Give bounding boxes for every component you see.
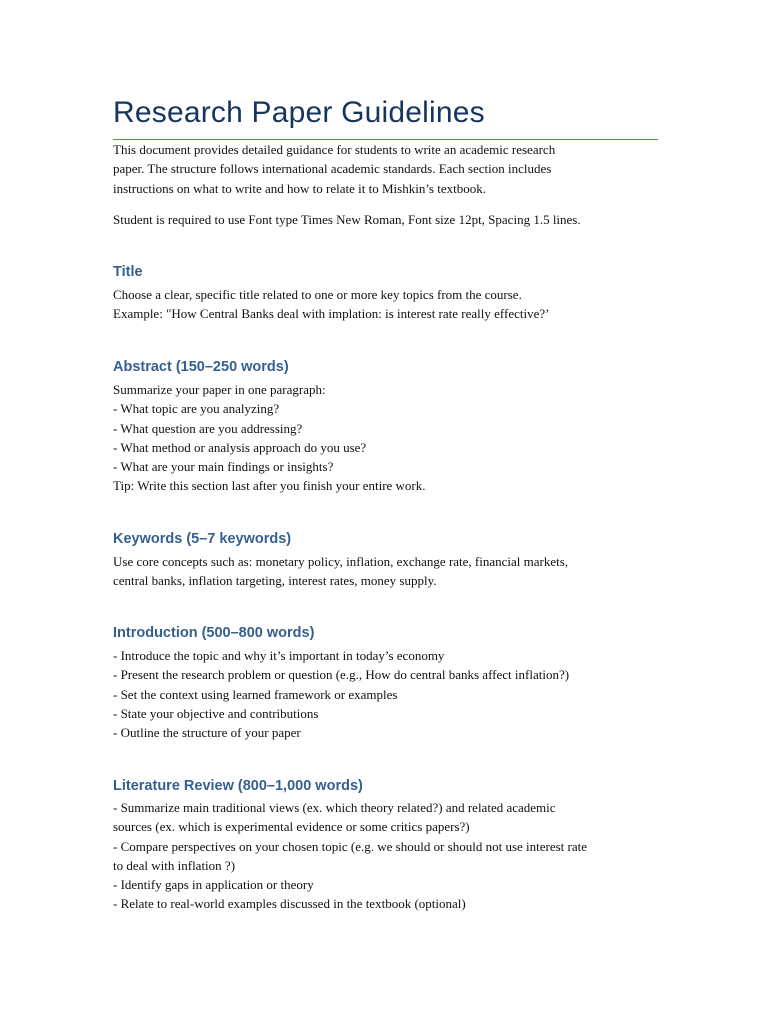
section-heading: Keywords (5–7 keywords) bbox=[113, 531, 292, 547]
section-introduction-body bbox=[113, 646, 658, 742]
intro-paragraph bbox=[113, 140, 658, 198]
section-line: - What are your main findings or insights? bbox=[113, 459, 334, 475]
section-title bbox=[113, 262, 658, 282]
section-title-body bbox=[113, 285, 658, 324]
section-heading: Abstract (150–250 words) bbox=[113, 359, 289, 375]
section-line: - What topic are you analyzing? bbox=[113, 401, 280, 417]
section-line: - Summarize main traditional views (ex. which theory related?) and related academic bbox=[113, 800, 556, 815]
section-line: - Outline the structure of your paper bbox=[113, 725, 301, 741]
section-heading: Introduction (500–800 words) bbox=[113, 625, 315, 641]
intro-line: This document provides detailed guidance for students to write an academic research bbox=[113, 142, 556, 157]
format-note-text: Student is required to use Font type Times New Roman, Font size 12pt, Spacing 1.5 lines. bbox=[113, 212, 581, 227]
section-keywords bbox=[113, 529, 658, 549]
section-line: central banks, inflation targeting, interest rates, money supply. bbox=[113, 573, 437, 589]
section-line: - Identify gaps in application or theory bbox=[113, 877, 314, 893]
section-line: sources (ex. which is experimental evidence or some critics papers?) bbox=[113, 819, 470, 835]
section-heading: Title bbox=[113, 264, 143, 280]
intro-line: instructions on what to write and how to relate it to Mishkin’s textbook. bbox=[113, 180, 486, 196]
section-line: Choose a clear, specific title related to one or more key topics from the course. bbox=[113, 287, 522, 302]
document-title: Research Paper Guidelines bbox=[113, 96, 485, 129]
section-line: - What method or analysis approach do you use? bbox=[113, 439, 367, 455]
section-line: - Compare perspectives on your chosen topic (e.g. we should or should not use interest rate bbox=[113, 838, 588, 854]
section-literature-review-body bbox=[113, 798, 658, 914]
section-line: Tip: Write this section last after you finish your entire work. bbox=[113, 478, 426, 494]
section-line: - Set the context using learned framework or examples bbox=[113, 686, 398, 702]
section-line: - State your objective and contributions bbox=[113, 705, 319, 721]
section-abstract bbox=[113, 357, 658, 377]
format-note bbox=[113, 210, 658, 229]
section-line: - Introduce the topic and why it’s important in today’s economy bbox=[113, 648, 445, 663]
section-abstract-body bbox=[113, 380, 658, 496]
section-introduction bbox=[113, 623, 658, 643]
section-literature-review bbox=[113, 776, 658, 796]
section-line: Use core concepts such as: monetary policy, inflation, exchange rate, financial markets, bbox=[113, 554, 569, 569]
section-heading: Literature Review (800–1,000 words) bbox=[113, 778, 363, 794]
section-keywords-body bbox=[113, 552, 658, 591]
section-line: to deal with inflation ?) bbox=[113, 857, 236, 873]
section-line: - Present the research problem or question (e.g., How do central banks affect inflation?) bbox=[113, 667, 570, 683]
section-line: - Relate to real-world examples discussed in the textbook (optional) bbox=[113, 896, 466, 912]
section-line: Example: "How Central Banks deal with implation: is interest rate really effective?’ bbox=[113, 306, 550, 322]
section-line: - What question are you addressing? bbox=[113, 420, 303, 436]
intro-line: paper. The structure follows international academic standards. Each section includes bbox=[113, 161, 552, 177]
section-line: Summarize your paper in one paragraph: bbox=[113, 382, 326, 397]
